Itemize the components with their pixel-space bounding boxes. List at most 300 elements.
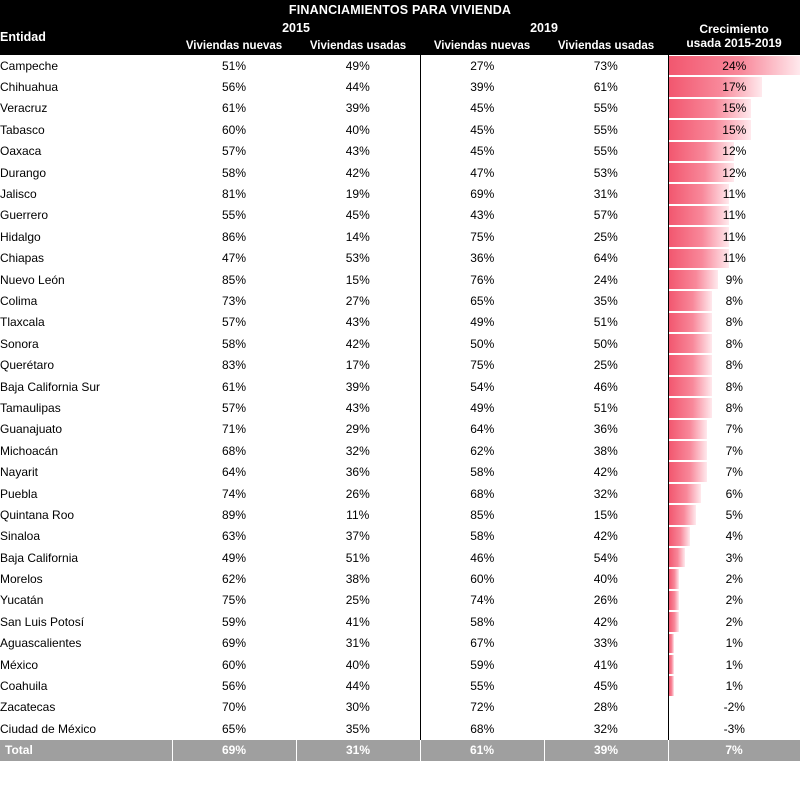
growth-value: 17% — [722, 80, 747, 95]
growth-bar — [669, 184, 729, 203]
row-nuevas-2015: 49% — [221, 550, 247, 565]
row-crecimiento — [668, 141, 800, 162]
growth-value: 8% — [725, 379, 743, 394]
row-crecimiento — [668, 98, 800, 119]
row-nuevas-2015: 89% — [221, 507, 247, 522]
table-row — [0, 269, 800, 290]
row-crecimiento — [668, 419, 800, 440]
row-usadas-2015: 31% — [296, 633, 420, 654]
growth-bar — [669, 313, 713, 332]
row-nuevas-2019: 72% — [470, 700, 495, 715]
row-entidad: Zacatecas — [0, 700, 56, 715]
table-row — [0, 183, 800, 204]
row-nuevas-2019: 58% — [470, 614, 495, 629]
table-row — [0, 141, 800, 162]
row-usadas-2015: 25% — [296, 590, 420, 611]
row-usadas-2015: 27% — [296, 290, 420, 311]
row-nuevas-2015: 70% — [221, 700, 247, 715]
row-usadas-2019: 55% — [544, 141, 668, 162]
row-entidad: Querétaro — [0, 358, 55, 373]
growth-value: 7% — [725, 443, 743, 458]
row-nuevas-2019: 62% — [470, 443, 495, 458]
row-nuevas-2019: 68% — [470, 486, 495, 501]
growth-value: 6% — [725, 486, 743, 501]
table-row — [0, 376, 800, 397]
row-nuevas-2015: 61% — [221, 101, 247, 116]
table-row — [0, 526, 800, 547]
row-usadas-2019: 41% — [544, 654, 668, 675]
column-header-2019: 2019 — [420, 19, 668, 37]
row-nuevas-2015: 62% — [221, 572, 247, 587]
row-usadas-2019: 15% — [544, 504, 668, 525]
row-nuevas-2019: 75% — [470, 358, 495, 373]
row-nuevas-2015: 81% — [221, 187, 247, 202]
row-usadas-2015: 19% — [296, 183, 420, 204]
row-nuevas-2015: 58% — [221, 165, 247, 180]
row-crecimiento — [668, 248, 800, 269]
growth-bar — [669, 569, 680, 588]
table-row — [0, 119, 800, 140]
table-row — [0, 633, 800, 654]
table-row — [0, 440, 800, 461]
row-nuevas-2019: 45% — [470, 144, 495, 159]
growth-value: 11% — [722, 229, 746, 244]
row-nuevas-2019: 67% — [470, 636, 495, 651]
growth-bar — [669, 206, 729, 225]
row-usadas-2019: 64% — [544, 248, 668, 269]
growth-bar — [669, 291, 713, 310]
table-row — [0, 312, 800, 333]
row-usadas-2015: 42% — [296, 333, 420, 354]
column-header-crecimiento — [668, 19, 800, 55]
growth-value: -2% — [723, 700, 745, 715]
row-usadas-2015: 53% — [296, 248, 420, 269]
row-usadas-2019: 73% — [544, 55, 668, 76]
row-entidad: Chiapas — [0, 251, 45, 266]
row-nuevas-2019: 58% — [470, 529, 495, 544]
row-nuevas-2019: 75% — [470, 229, 495, 244]
crecimiento-line2: usada 2015-2019 — [686, 36, 782, 50]
growth-bar — [669, 655, 675, 674]
row-usadas-2019: 55% — [544, 119, 668, 140]
row-crecimiento — [668, 483, 800, 504]
row-crecimiento — [668, 269, 800, 290]
table-row — [0, 568, 800, 589]
total-usadas-2019: 39% — [544, 740, 668, 761]
row-nuevas-2015: 65% — [221, 721, 247, 736]
row-usadas-2019: 53% — [544, 162, 668, 183]
row-usadas-2019: 46% — [544, 376, 668, 397]
row-nuevas-2015: 68% — [221, 443, 247, 458]
row-usadas-2019: 32% — [544, 483, 668, 504]
row-usadas-2019: 35% — [544, 290, 668, 311]
row-usadas-2019: 28% — [544, 697, 668, 718]
row-usadas-2019: 51% — [544, 312, 668, 333]
row-usadas-2015: 38% — [296, 568, 420, 589]
table-row — [0, 55, 800, 76]
growth-bar — [669, 270, 718, 289]
table-row — [0, 354, 800, 375]
table-row — [0, 333, 800, 354]
row-usadas-2019: 57% — [544, 205, 668, 226]
growth-value: 12% — [722, 165, 747, 180]
row-nuevas-2015: 47% — [221, 251, 247, 266]
row-entidad: Nayarit — [0, 465, 39, 480]
growth-value: 2% — [725, 572, 743, 587]
row-usadas-2019: 33% — [544, 633, 668, 654]
row-nuevas-2015: 73% — [221, 293, 247, 308]
row-nuevas-2015: 57% — [221, 144, 247, 159]
growth-bar — [669, 398, 713, 417]
row-usadas-2015: 49% — [296, 55, 420, 76]
row-nuevas-2015: 58% — [221, 336, 247, 351]
row-nuevas-2015: 64% — [221, 465, 247, 480]
growth-bar — [669, 548, 685, 567]
row-usadas-2015: 44% — [296, 76, 420, 97]
row-usadas-2019: 24% — [544, 269, 668, 290]
row-crecimiento — [668, 183, 800, 204]
row-entidad: Guanajuato — [0, 422, 63, 437]
row-nuevas-2015: 57% — [221, 315, 247, 330]
row-nuevas-2015: 63% — [221, 529, 247, 544]
row-usadas-2015: 37% — [296, 526, 420, 547]
row-usadas-2019: 25% — [544, 226, 668, 247]
row-crecimiento — [668, 205, 800, 226]
row-nuevas-2019: 55% — [470, 679, 495, 694]
growth-value: 1% — [725, 679, 743, 694]
growth-value: 3% — [725, 550, 743, 565]
row-usadas-2015: 40% — [296, 119, 420, 140]
row-entidad: Yucatán — [0, 593, 44, 608]
column-header-nuevas-2015: Viviendas nuevas — [172, 37, 296, 55]
row-entidad: Durango — [0, 165, 47, 180]
row-crecimiento — [668, 354, 800, 375]
growth-value: 8% — [725, 315, 743, 330]
row-usadas-2019: 42% — [544, 526, 668, 547]
row-usadas-2019: 42% — [544, 461, 668, 482]
growth-bar — [669, 634, 675, 653]
row-nuevas-2019: 59% — [470, 657, 495, 672]
table-row — [0, 697, 800, 718]
row-entidad: Jalisco — [0, 187, 37, 202]
row-crecimiento — [668, 226, 800, 247]
row-entidad: Campeche — [0, 58, 59, 73]
bottom-margin — [0, 761, 800, 769]
total-nuevas-2019: 61% — [420, 740, 544, 761]
row-nuevas-2019: 76% — [470, 272, 495, 287]
row-nuevas-2015: 59% — [221, 614, 247, 629]
growth-value: 1% — [725, 657, 743, 672]
growth-bar — [669, 77, 762, 96]
growth-value: 15% — [722, 122, 747, 137]
table-row — [0, 419, 800, 440]
column-header-usadas-2015: Viviendas usadas — [296, 37, 420, 55]
row-usadas-2015: 29% — [296, 419, 420, 440]
growth-value: 11% — [722, 208, 746, 223]
row-entidad: Aguascalientes — [0, 636, 82, 651]
total-usadas-2015: 31% — [296, 740, 420, 761]
row-entidad: Colima — [0, 293, 38, 308]
row-crecimiento — [668, 55, 800, 76]
row-nuevas-2015: 56% — [221, 679, 247, 694]
row-nuevas-2015: 57% — [221, 400, 247, 415]
row-usadas-2015: 30% — [296, 697, 420, 718]
growth-value: 4% — [725, 529, 743, 544]
row-nuevas-2019: 85% — [470, 507, 495, 522]
growth-bar — [669, 355, 713, 374]
growth-value: 8% — [725, 358, 743, 373]
row-nuevas-2015: 51% — [221, 58, 247, 73]
growth-value: 11% — [722, 187, 746, 202]
growth-value: 5% — [725, 507, 743, 522]
row-nuevas-2019: 54% — [470, 379, 495, 394]
row-crecimiento — [668, 633, 800, 654]
row-crecimiento — [668, 504, 800, 525]
growth-bar — [669, 612, 680, 631]
row-usadas-2019: 32% — [544, 718, 668, 739]
table-row — [0, 611, 800, 632]
row-usadas-2019: 54% — [544, 547, 668, 568]
row-usadas-2019: 38% — [544, 440, 668, 461]
row-entidad: Chihuahua — [0, 80, 59, 95]
table-row — [0, 205, 800, 226]
table-title-row — [0, 0, 800, 19]
row-usadas-2015: 15% — [296, 269, 420, 290]
column-header-2015: 2015 — [172, 19, 420, 37]
table-row — [0, 654, 800, 675]
row-crecimiento — [668, 76, 800, 97]
table-row — [0, 226, 800, 247]
row-crecimiento — [668, 162, 800, 183]
row-nuevas-2019: 45% — [470, 122, 495, 137]
row-usadas-2015: 17% — [296, 354, 420, 375]
growth-bar — [669, 462, 707, 481]
row-usadas-2019: 40% — [544, 568, 668, 589]
row-crecimiento — [668, 568, 800, 589]
row-entidad: Ciudad de México — [0, 721, 97, 736]
row-usadas-2015: 43% — [296, 312, 420, 333]
growth-value: 9% — [725, 272, 743, 287]
row-usadas-2015: 14% — [296, 226, 420, 247]
growth-bar — [669, 527, 691, 546]
row-entidad: Tabasco — [0, 122, 45, 137]
total-nuevas-2015: 69% — [172, 740, 296, 761]
row-crecimiento — [668, 718, 800, 739]
row-entidad: Quintana Roo — [0, 507, 75, 522]
row-nuevas-2019: 27% — [470, 58, 495, 73]
row-nuevas-2019: 49% — [470, 400, 495, 415]
row-usadas-2019: 61% — [544, 76, 668, 97]
row-nuevas-2015: 60% — [221, 122, 247, 137]
row-nuevas-2015: 56% — [221, 80, 247, 95]
row-entidad: Sinaloa — [0, 529, 41, 544]
row-nuevas-2015: 71% — [221, 422, 247, 437]
row-entidad: Baja California — [0, 550, 79, 565]
growth-value: 2% — [725, 593, 743, 608]
row-crecimiento — [668, 290, 800, 311]
table-row — [0, 675, 800, 696]
row-usadas-2015: 26% — [296, 483, 420, 504]
row-usadas-2015: 45% — [296, 205, 420, 226]
row-nuevas-2019: 65% — [470, 293, 495, 308]
table-row — [0, 397, 800, 418]
row-usadas-2015: 43% — [296, 397, 420, 418]
header-group-row — [0, 19, 800, 37]
row-entidad: Michoacán — [0, 443, 59, 458]
row-usadas-2019: 55% — [544, 98, 668, 119]
row-entidad: Morelos — [0, 572, 43, 587]
row-nuevas-2019: 47% — [470, 165, 495, 180]
growth-bar — [669, 334, 713, 353]
row-usadas-2019: 26% — [544, 590, 668, 611]
row-crecimiento — [668, 654, 800, 675]
growth-bar — [669, 249, 729, 268]
row-nuevas-2015: 75% — [221, 593, 247, 608]
growth-value: 8% — [725, 400, 743, 415]
row-usadas-2019: 51% — [544, 397, 668, 418]
growth-value: -3% — [723, 721, 745, 736]
row-usadas-2015: 36% — [296, 461, 420, 482]
total-label: Total — [0, 740, 172, 761]
row-entidad: Tlaxcala — [0, 315, 45, 330]
row-nuevas-2019: 46% — [470, 550, 495, 565]
growth-bar — [669, 420, 707, 439]
row-nuevas-2015: 61% — [221, 379, 247, 394]
row-entidad: Veracruz — [0, 101, 48, 116]
row-crecimiento — [668, 547, 800, 568]
row-nuevas-2015: 60% — [221, 657, 247, 672]
row-nuevas-2019: 58% — [470, 465, 495, 480]
table-row — [0, 290, 800, 311]
row-nuevas-2019: 36% — [470, 251, 495, 266]
row-usadas-2015: 43% — [296, 141, 420, 162]
row-entidad: Puebla — [0, 486, 38, 501]
row-nuevas-2019: 43% — [470, 208, 495, 223]
column-header-entidad: Entidad — [0, 19, 172, 55]
row-usadas-2015: 51% — [296, 547, 420, 568]
growth-value: 8% — [725, 336, 743, 351]
row-nuevas-2019: 60% — [470, 572, 495, 587]
row-entidad: Tamaulipas — [0, 400, 61, 415]
row-entidad: Coahuila — [0, 679, 48, 694]
row-crecimiento — [668, 697, 800, 718]
table-row — [0, 162, 800, 183]
growth-value: 24% — [722, 58, 747, 73]
growth-value: 7% — [725, 465, 743, 480]
row-entidad: Guerrero — [0, 208, 49, 223]
growth-bar — [669, 377, 713, 396]
column-header-nuevas-2019: Viviendas nuevas — [420, 37, 544, 55]
growth-bar — [669, 505, 696, 524]
row-usadas-2015: 39% — [296, 376, 420, 397]
row-entidad: Nuevo León — [0, 272, 65, 287]
row-entidad: San Luis Potosí — [0, 614, 85, 629]
row-usadas-2015: 41% — [296, 611, 420, 632]
table-row — [0, 718, 800, 739]
growth-value: 8% — [725, 293, 743, 308]
page-title: FINANCIAMIENTOS PARA VIVIENDA — [0, 0, 800, 19]
row-crecimiento — [668, 590, 800, 611]
row-crecimiento — [668, 675, 800, 696]
row-nuevas-2019: 50% — [470, 336, 495, 351]
growth-bar — [669, 484, 702, 503]
growth-value: 15% — [722, 101, 747, 116]
growth-bar — [669, 441, 707, 460]
row-nuevas-2015: 69% — [221, 636, 247, 651]
row-usadas-2015: 32% — [296, 440, 420, 461]
total-crecimiento: 7% — [668, 740, 800, 761]
table-row — [0, 76, 800, 97]
row-usadas-2019: 42% — [544, 611, 668, 632]
growth-value: 2% — [725, 614, 743, 629]
row-entidad: México — [0, 657, 39, 672]
crecimiento-line1: Crecimiento — [699, 22, 769, 37]
growth-value: 1% — [725, 636, 743, 651]
row-usadas-2019: 25% — [544, 354, 668, 375]
row-nuevas-2019: 64% — [470, 422, 495, 437]
row-usadas-2019: 45% — [544, 675, 668, 696]
row-crecimiento — [668, 440, 800, 461]
table-row — [0, 98, 800, 119]
table-row — [0, 590, 800, 611]
row-nuevas-2019: 74% — [470, 593, 495, 608]
growth-value: 7% — [725, 422, 743, 437]
row-usadas-2015: 11% — [296, 504, 420, 525]
row-nuevas-2019: 49% — [470, 315, 495, 330]
row-nuevas-2019: 39% — [470, 80, 495, 95]
row-crecimiento — [668, 312, 800, 333]
row-usadas-2015: 39% — [296, 98, 420, 119]
row-nuevas-2019: 68% — [470, 721, 495, 736]
table-row — [0, 483, 800, 504]
row-usadas-2015: 40% — [296, 654, 420, 675]
row-nuevas-2015: 86% — [221, 229, 247, 244]
row-nuevas-2015: 55% — [221, 208, 247, 223]
row-usadas-2015: 35% — [296, 718, 420, 739]
row-usadas-2015: 42% — [296, 162, 420, 183]
row-entidad: Sonora — [0, 336, 39, 351]
row-crecimiento — [668, 119, 800, 140]
row-entidad: Baja California Sur — [0, 379, 101, 394]
row-nuevas-2015: 85% — [221, 272, 247, 287]
table-row — [0, 504, 800, 525]
row-entidad: Oaxaca — [0, 144, 42, 159]
row-crecimiento — [668, 461, 800, 482]
table-row — [0, 547, 800, 568]
row-crecimiento — [668, 333, 800, 354]
row-usadas-2019: 36% — [544, 419, 668, 440]
row-crecimiento — [668, 397, 800, 418]
row-entidad: Hidalgo — [0, 229, 41, 244]
row-nuevas-2015: 74% — [221, 486, 247, 501]
row-usadas-2015: 44% — [296, 675, 420, 696]
row-nuevas-2015: 83% — [221, 358, 247, 373]
row-crecimiento — [668, 526, 800, 547]
growth-bar — [669, 676, 675, 695]
table-body — [0, 55, 800, 740]
growth-value: 12% — [722, 144, 747, 159]
table-row — [0, 461, 800, 482]
row-crecimiento — [668, 376, 800, 397]
growth-bar — [669, 591, 680, 610]
row-nuevas-2019: 69% — [470, 187, 495, 202]
row-usadas-2019: 50% — [544, 333, 668, 354]
row-nuevas-2019: 45% — [470, 101, 495, 116]
table-row — [0, 248, 800, 269]
growth-bar — [669, 227, 729, 246]
row-crecimiento — [668, 611, 800, 632]
total-row — [0, 740, 800, 761]
